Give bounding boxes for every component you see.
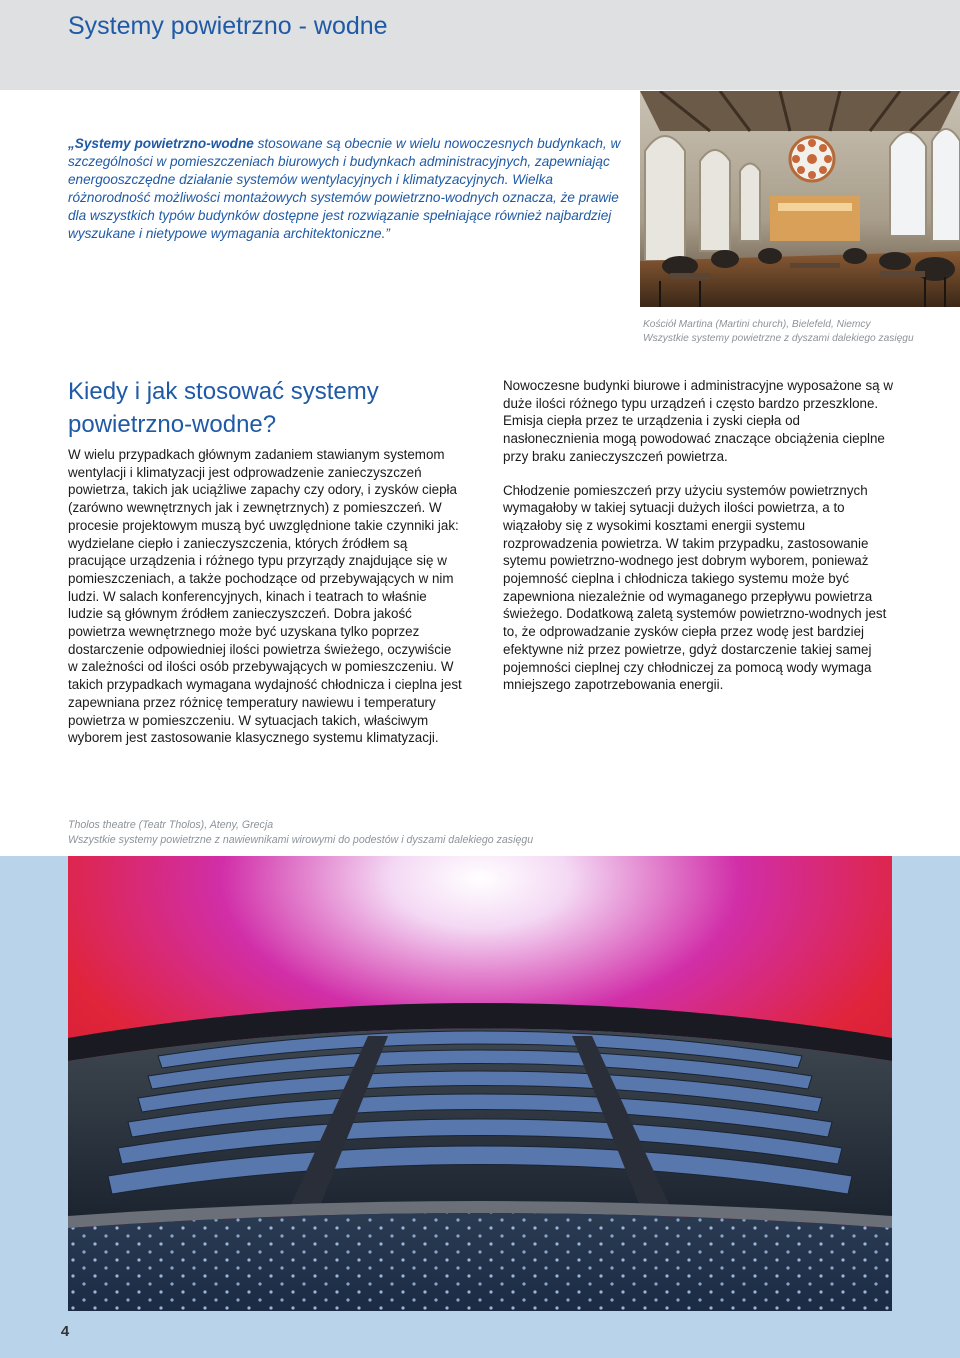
decorative-band-bottom [0, 1311, 960, 1358]
intro-text: stosowane są obecnie w wielu nowoczesnych budynkach, w szczególności w pomieszczeniach biurowych i budynkach administracyjnych, zapewniając energooszczędne działanie systemów wentylacyjnych i klimatyzacyjnych. Wielka różnorodność możliwości montażowych systemów powietrzno-wodnych oznacza, że prawie dla wszystkich typów budynków dostępne jest rozwiązanie spełniające również najbardziej wyszukane i nietypowe wymagania architektoniczne.” [68, 136, 621, 241]
intro-bold-lead: „Systemy powietrzno-wodne [68, 136, 254, 151]
theatre-caption-line-1: Tholos theatre (Teatr Tholos), Ateny, Grecja [68, 819, 274, 831]
page-number: 4 [60, 1323, 70, 1340]
church-caption-line-1: Kościół Martina (Martini church), Bielefeld, Niemcy [643, 319, 871, 330]
decorative-band-right [892, 856, 960, 1358]
right-paragraph-1: Nowoczesne budynki biurowe i administracyjne wyposażone są w duże ilości różnego typu urządzeń i często bardzo przeszklone. Emisja ciepła przez te urządzenia i zyski ciepła od nasłonecznienia mogą powodować znaczące obciążenia cieplne przy braku zanieczyszczeń powietrza. [503, 378, 894, 464]
church-photo [640, 91, 960, 307]
church-caption-line-2: Wszystkie systemy powietrzne z dyszami dalekiego zasięgu [643, 333, 914, 344]
section-heading: Kiedy i jak stosować systemy powietrzno-wodne? [68, 378, 379, 438]
decorative-band-left [0, 856, 68, 1358]
left-column-text: W wielu przypadkach głównym zadaniem stawianym systemom wentylacji i klimatyzacji jest odprowadzenie zanieczyszczeń powietrza, takich jak uciążliwe zapachy czy odory, i zysków ciepła (zarówno wewnętrznych jak i zewnętrznych) z pomieszczeń. W procesie projektowym muszą być uwzględnione takie czynniki jak: wydzielane ciepło i zanieczyszczenia, których źródłem są pracujące urządzenia i różnego typu przyrządy znajdujące się w pomieszczeniach, a także pochodzące od przebywających w nim ludzi. W salach konferencyjnych, kinach i teatrach to właśnie ludzie są głównym źródłem zanieczyszczeń. Dobra jakość powietrza wewnętrznego może być uzyskana tylko poprzez dostarczenie odpowiedniej ilości powietrza świeżego, oczywiście w zależności od ilości osób przebywających w pomieszczeniu. W takich przypadkach wymagana wydajność chłodnicza i cieplna jest zapewniana przez różnicę temperatury nawiewu i temperatury powietrza w pomieszczeniu. W sytuacjach takich, właściwym wyborem jest zastosowanie klasycznego systemu klimatyzacji. [68, 447, 462, 746]
intro-paragraph [68, 135, 623, 243]
theatre-photo [68, 856, 892, 1311]
page-title: Systemy powietrzno - wodne [68, 12, 388, 40]
theatre-caption-line-2: Wszystkie systemy powietrzne z nawiewnikami wirowymi do podestów i dyszami dalekiego zasięgu [68, 834, 534, 846]
right-paragraph-2: Chłodzenie pomieszczeń przy użyciu systemów powietrznych wymagałoby w takiej sytuacji dużych ilości powietrza, a to wiązałoby się z wysokimi kosztami energii systemu rozprowadzenia powietrza. W takim przypadku, zastosowanie sytemu powietrzno-wodnego jest dobrym wyborem, ponieważ pojemność cieplna i chłodnicza takiego systemu może być zapewniona niezależnie od wymaganego przepływu powietrza świeżego. Dodatkową zaletą systemów powietrzno-wodnych jest to, że odprowadzanie zysków ciepła przez wodę jest bardziej efektywne niż przez powietrze, gdyż dostarczenie takiej samej pojemności cieplnej czy chłodniczej za pomocą wody wymaga mniejszego zapotrzebowania energii. [503, 482, 887, 693]
church-photo-caption [643, 318, 958, 346]
right-column [503, 377, 893, 710]
theatre-photo-caption [68, 818, 668, 848]
